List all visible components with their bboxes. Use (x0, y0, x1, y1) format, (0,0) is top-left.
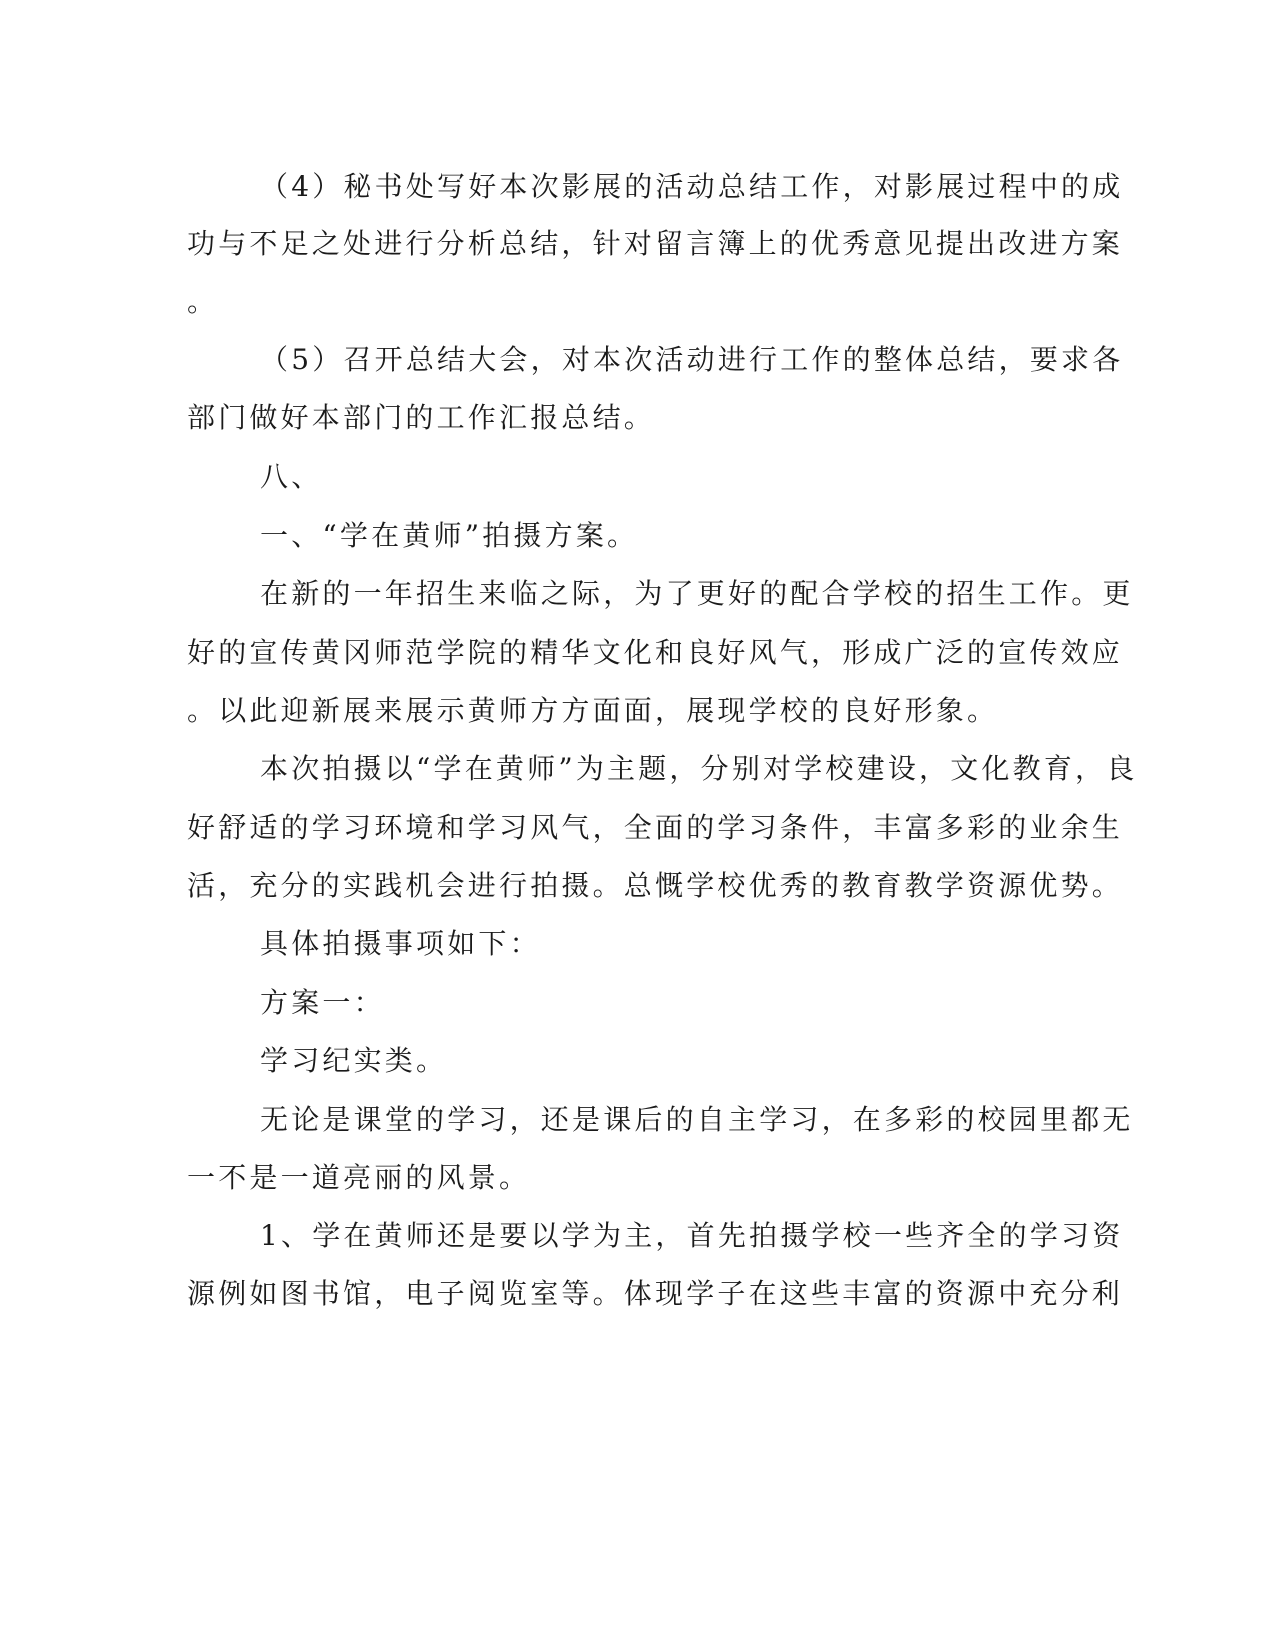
text-line: 无论是课堂的学习，还是课后的自主学习，在多彩的校园里都无 (260, 1103, 1134, 1136)
text-line: 在新的一年招生来临之际，为了更好的配合学校的招生工作。更 (260, 577, 1134, 610)
text-line: 八、 (260, 460, 323, 493)
text-line: 好舒适的学习环境和学习风气，全面的学习条件，丰富多彩的业余生 (187, 811, 1124, 844)
text-line: 好的宣传黄冈师范学院的精华文化和良好风气，形成广泛的宣传效应 (187, 636, 1124, 669)
text-line: （4）秘书处写好本次影展的活动总结工作，对影展过程中的成 (260, 170, 1124, 203)
text-line: 。以此迎新展来展示黄师方方面面，展现学校的良好形象。 (187, 694, 999, 727)
text-line: 学习纪实类。 (260, 1044, 448, 1077)
text-line: 本次拍摄以“学在黄师”为主题，分别对学校建设，文化教育，良 (260, 752, 1138, 785)
text-line: 。 (187, 285, 219, 318)
text-line: 方案一： (260, 986, 385, 1019)
text-line: （5）召开总结大会，对本次活动进行工作的整体总结，要求各 (260, 343, 1124, 376)
text-line: 具体拍摄事项如下： (260, 927, 541, 960)
text-line: 一不是一道亮丽的风景。 (187, 1161, 531, 1194)
text-line: 功与不足之处进行分析总结，针对留言簿上的优秀意见提出改进方案 (187, 227, 1124, 260)
text-line: 部门做好本部门的工作汇报总结。 (187, 401, 656, 434)
text-line: 1、学在黄师还是要以学为主，首先拍摄学校一些齐全的学习资 (260, 1219, 1124, 1252)
text-line: 活，充分的实践机会进行拍摄。总慨学校优秀的教育教学资源优势。 (187, 869, 1124, 902)
text-line: 一、“学在黄师”拍摄方案。 (260, 519, 639, 552)
text-line: 源例如图书馆，电子阅览室等。体现学子在这些丰富的资源中充分利 (187, 1277, 1124, 1310)
